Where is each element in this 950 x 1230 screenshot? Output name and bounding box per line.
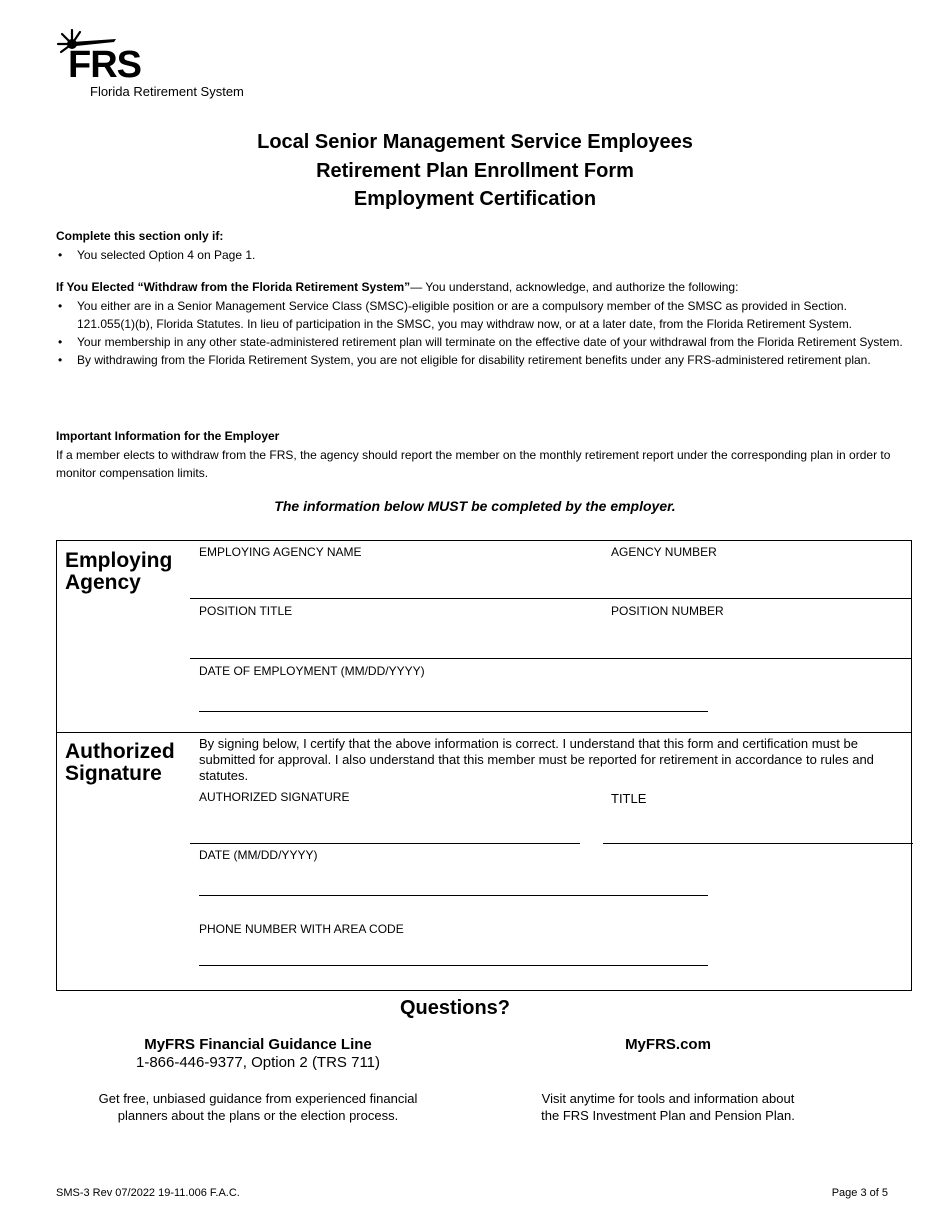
signature-field[interactable] <box>190 843 580 844</box>
guidance-line-description <box>58 1090 458 1124</box>
withdraw-lead-rest: — You understand, acknowledge, and authorize the following: <box>410 280 739 294</box>
guidance-line-phone[interactable]: 1-866-446-9377, Option 2 (TRS 711) <box>135 1054 381 1071</box>
phone-label: PHONE NUMBER WITH AREA CODE <box>199 922 404 936</box>
section-divider <box>57 732 911 733</box>
must-complete-notice: The information below MUST be completed by the employer. <box>274 498 676 514</box>
position-title-field[interactable] <box>193 619 603 657</box>
agency-name-label: EMPLOYING AGENCY NAME <box>199 545 362 559</box>
form-title-line-2: Retirement Plan Enrollment Form <box>316 160 634 182</box>
agency-name-field[interactable] <box>193 559 603 597</box>
logo-brand: FRS <box>68 44 141 86</box>
page-number: Page 3 of 5 <box>831 1187 888 1199</box>
date-of-employment-field[interactable] <box>199 711 708 712</box>
myfrs-description <box>468 1090 868 1124</box>
guidance-line-title: MyFRS Financial Guidance Line <box>144 1036 372 1053</box>
phone-field[interactable] <box>199 965 708 966</box>
withdraw-lead <box>56 278 916 296</box>
description-line: Get free, unbiased guidance from experienced financial <box>98 1091 418 1106</box>
heading-line: Signature <box>65 762 162 785</box>
heading-line: Agency <box>65 571 141 594</box>
agency-number-label: AGENCY NUMBER <box>611 545 717 559</box>
heading-line: Authorized <box>65 740 175 763</box>
employer-info-heading: Important Information for the Employer <box>56 429 280 443</box>
date-field[interactable] <box>199 895 708 896</box>
description-line: planners about the plans or the election process. <box>117 1108 399 1123</box>
withdraw-lead-bold: If You Elected “Withdraw from the Florida Retirement System” <box>56 280 411 294</box>
signature-label: AUTHORIZED SIGNATURE <box>199 790 350 804</box>
title-field[interactable] <box>603 843 913 844</box>
list-item: • By withdrawing from the Florida Retirement System, you are not eligible for disability retirement benefits under any FRS-administered retirement plan. <box>56 351 904 369</box>
logo-name: Florida Retirement System <box>90 84 244 99</box>
position-title-label: POSITION TITLE <box>199 604 293 618</box>
date-of-employment-label: DATE OF EMPLOYMENT (MM/DD/YYYY) <box>199 664 425 678</box>
description-line: Visit anytime for tools and information about <box>541 1091 795 1106</box>
divider <box>190 598 912 599</box>
employer-form-box <box>56 540 912 991</box>
heading-line: Employing <box>65 549 173 572</box>
authorized-signature-heading <box>65 741 175 785</box>
complete-section-list <box>56 246 906 264</box>
list-item: • You either are in a Senior Management Service Class (SMSC)-eligible position or are a compulsory member of the SMSC as provided in Section. 121.055(1)(b), Florida Statutes. In lieu of participation in the SMSC, you may withdraw now, or at a later date, from the Florida Retirement System. <box>56 297 904 333</box>
form-title-line-1: Local Senior Management Service Employees <box>257 131 693 153</box>
myfrs-link[interactable]: MyFRS.com <box>625 1036 711 1053</box>
employing-agency-heading <box>65 550 172 594</box>
form-id: SMS-3 Rev 07/2022 19-11.006 F.A.C. <box>56 1187 240 1199</box>
certification-text: By signing below, I certify that the above information is correct. I understand that this form and certification must be submitted for approval. I also understand that this member must be reported for retirement in accordance to rules and statutes. <box>199 736 874 783</box>
title-label: TITLE <box>611 791 647 806</box>
divider <box>190 658 912 659</box>
agency-number-field[interactable] <box>607 559 907 597</box>
form-title-line-3: Employment Certification <box>353 188 597 210</box>
employer-info-text: If a member elects to withdraw from the FRS, the agency should report the member on the monthly retirement report under the corresponding plan in order to monitor compensation limits. <box>56 448 891 480</box>
position-number-field[interactable] <box>607 619 907 657</box>
frs-logo <box>56 28 276 108</box>
position-number-label: POSITION NUMBER <box>611 604 724 618</box>
questions-heading: Questions? <box>399 997 510 1019</box>
date-label: DATE (MM/DD/YYYY) <box>199 848 318 862</box>
list-item: • Your membership in any other state-administered retirement plan will terminate on the effective date of your withdrawal from the Florida Retirement System. <box>56 333 904 351</box>
list-item: • You selected Option 4 on Page 1. <box>56 246 906 264</box>
withdraw-list <box>56 297 904 369</box>
complete-section-heading: Complete this section only if: <box>56 229 224 243</box>
description-line: the FRS Investment Plan and Pension Plan. <box>541 1108 795 1123</box>
